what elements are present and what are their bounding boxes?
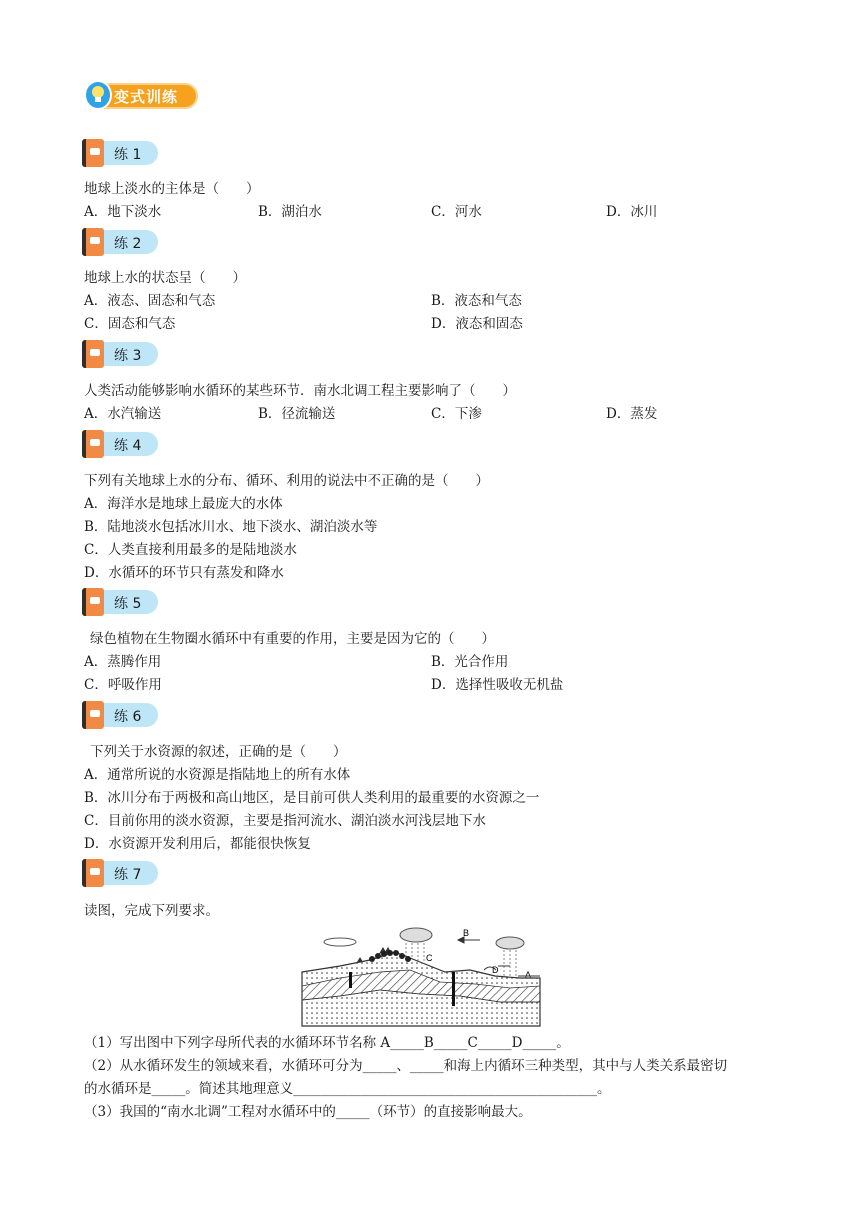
practice-label: 练 1 bbox=[114, 147, 142, 163]
option-a: A．液态、固态和气态 bbox=[84, 293, 216, 309]
question-stem: 下列关于水资源的叙述，正确的是（ ） bbox=[90, 744, 347, 760]
question-stem: 地球上淡水的主体是（ ） bbox=[84, 181, 260, 197]
option-d: D．蒸发 bbox=[606, 406, 658, 422]
notebook-icon bbox=[82, 340, 104, 368]
option-c: C．河水 bbox=[431, 204, 482, 220]
practice-label: 练 7 bbox=[114, 867, 142, 883]
sub-question-1: （1）写出图中下列字母所代表的水循环环节名称 A_____B_____C_____D_____。 bbox=[84, 1035, 570, 1051]
question-stem: 下列有关地球上水的分布、循环、利用的说法中不正确的是（ ） bbox=[84, 473, 489, 489]
sub-question-2: （2）从水循环发生的领域来看，水循环可分为_____、_____和海上内循环三种类型，其中与人类关系最密切 bbox=[84, 1058, 728, 1074]
cloud-icon bbox=[324, 928, 524, 949]
section-header bbox=[84, 80, 198, 110]
diagram-label-a: A bbox=[525, 970, 532, 980]
option-b: B．陆地淡水包括冰川水、地下淡水、湖泊淡水等 bbox=[84, 519, 378, 535]
question-stem: 地球上水的状态呈（ ） bbox=[84, 270, 246, 286]
notebook-icon bbox=[82, 701, 104, 729]
practice-badge-4 bbox=[82, 430, 158, 458]
option-b: B．湖泊水 bbox=[258, 204, 322, 220]
practice-label: 练 4 bbox=[114, 438, 142, 454]
sub-question-3: （3）我国的“南水北调”工程对水循环中的_____（环节）的直接影响最大。 bbox=[84, 1104, 532, 1120]
option-a: A．海洋水是地球上最庞大的水体 bbox=[84, 496, 283, 512]
practice-label: 练 2 bbox=[114, 236, 142, 252]
practice-label: 练 3 bbox=[114, 348, 142, 364]
practice-label: 练 5 bbox=[114, 596, 142, 612]
water-cycle-diagram bbox=[300, 926, 550, 1032]
notebook-icon bbox=[82, 228, 104, 256]
practice-badge-1 bbox=[82, 139, 158, 167]
option-d: D．水循环的环节只有蒸发和降水 bbox=[84, 565, 284, 581]
option-b: B．液态和气态 bbox=[431, 293, 522, 309]
diagram-label-c: C bbox=[426, 953, 433, 963]
option-a: A．地下淡水 bbox=[84, 204, 162, 220]
notebook-icon bbox=[82, 139, 104, 167]
option-d: D．水资源开发利用后，都能很快恢复 bbox=[84, 836, 311, 852]
option-c: C．下渗 bbox=[431, 406, 482, 422]
practice-label: 练 6 bbox=[114, 709, 142, 725]
option-a: A．蒸腾作用 bbox=[84, 654, 162, 670]
option-d: D．液态和固态 bbox=[431, 316, 523, 332]
option-d: D．冰川 bbox=[606, 204, 658, 220]
option-a: A．水汽输送 bbox=[84, 406, 162, 422]
option-c: C．目前你用的淡水资源，主要是指河流水、湖泊淡水河浅层地下水 bbox=[84, 813, 486, 829]
section-title: 变式训练 bbox=[114, 88, 179, 106]
practice-badge-2 bbox=[82, 228, 158, 256]
notebook-icon bbox=[82, 859, 104, 887]
practice-badge-7 bbox=[82, 859, 158, 887]
lightbulb-icon bbox=[84, 80, 112, 110]
diagram-label-d: D bbox=[492, 965, 499, 975]
question-stem: 人类活动能够影响水循环的某些环节．南水北调工程主要影响了（ ） bbox=[84, 383, 516, 399]
option-c: C．人类直接利用最多的是陆地淡水 bbox=[84, 542, 297, 558]
option-b: B．冰川分布于两极和高山地区，是目前可供人类利用的最重要的水资源之一 bbox=[84, 790, 540, 806]
option-b: B．径流输送 bbox=[258, 406, 336, 422]
practice-badge-6 bbox=[82, 701, 158, 729]
practice-badge-3 bbox=[82, 340, 158, 368]
notebook-icon bbox=[82, 430, 104, 458]
option-b: B．光合作用 bbox=[431, 654, 509, 670]
option-a: A．通常所说的水资源是指陆地上的所有水体 bbox=[84, 767, 351, 783]
question-stem: 绿色植物在生物圈水循环中有重要的作用，主要是因为它的（ ） bbox=[90, 631, 495, 647]
practice-badge-5 bbox=[82, 588, 158, 616]
option-d: D．选择性吸收无机盐 bbox=[431, 677, 564, 693]
sub-question-2-cont: 的水循环是_____。简述其地理意义_____________________________________________。 bbox=[84, 1081, 611, 1097]
option-c: C．固态和气态 bbox=[84, 316, 176, 332]
diagram-label-b: B bbox=[463, 928, 470, 938]
notebook-icon bbox=[82, 588, 104, 616]
question-stem: 读图，完成下列要求。 bbox=[84, 903, 219, 919]
option-c: C．呼吸作用 bbox=[84, 677, 162, 693]
